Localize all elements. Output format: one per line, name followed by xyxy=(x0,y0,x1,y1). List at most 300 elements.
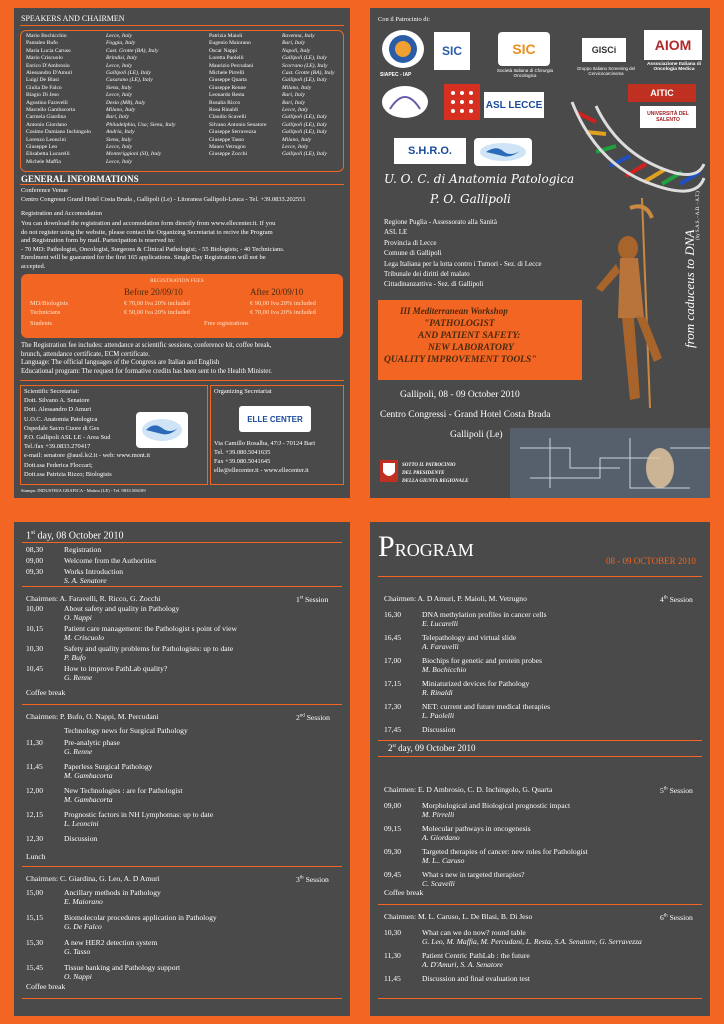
program-talk-title: Works Introduction xyxy=(64,567,124,576)
scientific-secretariat-line: P.O. Gallipoli ASL LE - Area Sud xyxy=(24,434,111,441)
registration-line: - 70 MD: Pathologist, Oncologist, Surgeons & Clinical Pathologist; - 55 Biologists; - 40 Technicians. xyxy=(21,245,285,253)
sponsor-item: Lega Italiana per la lotta contro i Tumori - Sez. di Lecce xyxy=(384,259,542,268)
divider xyxy=(22,586,342,587)
top-left-panel xyxy=(14,8,350,498)
coffee-break: Coffee break xyxy=(384,888,424,897)
chairman-name: Luigi De Blasi xyxy=(26,77,59,84)
patrocinio-label: Con il Patrocinio di: xyxy=(378,16,431,23)
circuit-board-illustration xyxy=(510,408,710,498)
session-word: Session xyxy=(667,786,693,795)
program-speaker: A. D'Amuri, S. A. Senatore xyxy=(422,960,503,969)
session-sup: th xyxy=(663,913,668,919)
scientific-secretariat-line: Scientific Secretariat: xyxy=(24,388,80,395)
program-talk-title: Safety and quality problems for Pathologists: up to date xyxy=(64,644,234,653)
chairman-city: Gallipoli (LE), Italy xyxy=(106,70,151,76)
session-num: 2 xyxy=(296,713,300,722)
scientific-secretariat-line: e-mail: senatore @ausl.le2.it - web: www.mont.it xyxy=(24,452,150,460)
program-talk-title: Pre-analytic phase xyxy=(64,738,120,747)
chairman-name: Maria Lucia Caruso xyxy=(26,47,71,54)
session-label xyxy=(660,913,693,922)
program-speaker: O. Nappi xyxy=(64,972,92,981)
patronage-line-1: SOTTO IL PATROCINIO xyxy=(402,463,456,468)
session-sup: th xyxy=(663,786,668,792)
dots-icon xyxy=(447,87,477,117)
map-icon xyxy=(140,416,184,444)
program-talk-title: Welcome from the Authorities xyxy=(64,556,156,565)
chairman-name: Carmela Giardina xyxy=(26,114,66,121)
chairman-city: Brindisi, Italy xyxy=(106,55,138,62)
registration-line: do not register using the website, please contact the Organizing Secretariat to recive the Program xyxy=(21,228,273,236)
divider xyxy=(22,866,342,867)
program-speaker: M. Criscuolo xyxy=(64,633,105,642)
chairman-city: Gallipoli (LE), Italy xyxy=(282,121,327,128)
chairman-city: Milano, Italy xyxy=(106,107,136,113)
siapec-logo xyxy=(382,30,424,68)
chairman-city: Gallipoli (LE), Italy xyxy=(282,77,327,84)
day1-title xyxy=(26,530,124,541)
chairman-city: Milano, Italy xyxy=(282,84,312,91)
program-time: 09,00 xyxy=(384,801,402,810)
program-time: 16,45 xyxy=(384,633,402,642)
chairman-city: Milano, Italy xyxy=(282,136,312,143)
divider xyxy=(20,25,344,26)
fee-note-line: brunch, attendance certificate, ECM certificate. xyxy=(21,350,150,358)
divider xyxy=(378,998,702,999)
program-talk-title: Patient Centric PathLab : the future xyxy=(422,951,530,960)
chairman-city: Ravenna, Italy xyxy=(282,33,315,39)
patronage-line-3: DELLA GIUNTA REGIONALE xyxy=(402,479,469,484)
program-speaker: A. Giordano xyxy=(422,833,460,842)
fee-before-value: € 50,00 Iva 20% included xyxy=(124,309,190,316)
program-time: 09,30 xyxy=(26,567,44,576)
day2-title-text: day, 09 October 2010 xyxy=(395,743,476,753)
registration-label: Registration and Accomodation xyxy=(21,210,102,217)
program-talk-title: Targeted therapies of cancer: new roles for Pathologist xyxy=(422,847,588,856)
uoc-title: U. O. C. di Anatomia Patologica xyxy=(384,172,575,186)
program-speaker: E. Lucarelli xyxy=(422,619,458,628)
program-speaker: M. Gambacorta xyxy=(64,795,113,804)
chairman-name: Oscar Nappi xyxy=(209,47,238,54)
aiom-logo: AIOM xyxy=(644,30,702,60)
session-sup: th xyxy=(299,875,304,881)
elle-center-logo: ELLE CENTER xyxy=(239,406,311,432)
program-speaker: M. Bochicchio xyxy=(422,665,467,674)
event-dates: Gallipoli, 08 - 09 October 2010 xyxy=(400,390,520,400)
chairman-city: Lecce, Italy xyxy=(106,62,133,69)
sponsor-item: Regione Puglia - Assessorato alla Sanità xyxy=(384,218,497,226)
venue-label: Conference Venue xyxy=(21,187,68,194)
sponsor-item: Cittadinanzattiva - Sez. di Gallipoli xyxy=(384,280,484,289)
event-city: Gallipoli (Le) xyxy=(450,430,503,440)
program-title xyxy=(378,530,474,564)
fees-after: After 20/09/10 xyxy=(250,287,304,297)
day2-title-sup: st xyxy=(392,744,396,749)
registration-line: You can download the registration and accomodation form directly from www.ellecenter.it. If you xyxy=(21,220,276,227)
chairman-city: Foggia, Italy xyxy=(106,40,136,47)
unisalento-logo: UNIVERSITÀ DEL SALENTO xyxy=(640,106,696,128)
po-title: P. O. Gallipoli xyxy=(430,192,511,206)
day1-title-sup: st xyxy=(31,530,36,536)
divider xyxy=(22,542,342,543)
program-time: 09,30 xyxy=(384,847,402,856)
program-talk-title: Morphological and Biological prognostic impact xyxy=(422,801,571,810)
program-time: 11,45 xyxy=(384,974,401,983)
event-venue: Centro Congressi - Grand Hotel Costa Brada xyxy=(380,410,551,420)
program-time: 12,00 xyxy=(26,786,44,795)
mont-logo xyxy=(136,412,188,448)
workshop-line-4: NEW LABORATORY xyxy=(428,343,514,353)
session-sup: nd xyxy=(299,713,305,719)
session-num: 6 xyxy=(660,913,664,922)
sponsor-item: ASL LE xyxy=(384,228,408,237)
program-speaker: M. Pirrelli xyxy=(422,810,455,819)
chairmen-title: SPEAKERS AND CHAIRMEN xyxy=(21,14,125,23)
program-speaker: S. A. Senatore xyxy=(64,576,107,585)
session-chairmen: Chairmen: P. Bufo, O. Nappi, M. Percudani xyxy=(26,712,159,721)
program-time: 10,30 xyxy=(384,928,402,937)
chairman-name: Mario Criscuolo xyxy=(26,55,63,62)
chairman-name: Giuseppe Serravezza xyxy=(209,129,257,136)
scientific-secretariat-line: Dott. Silvano A. Senatore xyxy=(24,397,90,405)
fee-before-value: € 70,00 Iva 20% included xyxy=(124,300,190,307)
program-speaker: G. De Falco xyxy=(64,922,102,931)
chairman-name: Michele Maffia xyxy=(26,158,61,165)
registration-line: and Registration form by mail. Partecipation is reserved to: xyxy=(21,237,175,245)
chairman-name: Leonardo Resta xyxy=(209,92,245,99)
chairman-name: Claudio Scavelli xyxy=(209,114,247,121)
chairman-name: Mario Bochicchio xyxy=(26,33,67,39)
program-talk-title: Prognostic factors in NH Lymphomas: up to date xyxy=(64,810,214,819)
divider xyxy=(22,704,342,705)
session-label xyxy=(296,875,329,884)
coffee-break: Coffee break xyxy=(26,982,66,991)
program-speaker: G. Leo, M. Maffia, M. Percudani, L. Resta, S.A. Senatore, G. Serravezza xyxy=(422,937,642,946)
session-chairmen: Chairmen: A. Faravelli, R. Ricco, G. Zocchi xyxy=(26,594,161,603)
chairman-name: Mauro Vetrugno xyxy=(209,144,246,150)
chairman-city: Philadelphia, Usa; Siena, Italy xyxy=(106,121,176,128)
chairman-city: Lecce, Italy xyxy=(106,158,133,165)
program-speaker: M. Gambacorta xyxy=(64,771,113,780)
session-word: Session xyxy=(304,713,330,722)
program-talk-title: NET: current and future medical therapies xyxy=(422,702,551,711)
program-time: 09,15 xyxy=(384,824,402,833)
chairman-name: Antonio Giordano xyxy=(26,121,67,128)
chairman-city: Gallipoli (LE), Italy xyxy=(282,55,327,62)
program-talk-title: Miniaturized devices for Pathology xyxy=(422,679,530,688)
program-time: 15,30 xyxy=(26,938,44,947)
organizing-secretariat-line: Tel. +39.080.5041635 xyxy=(214,449,271,456)
scientific-secretariat-line: Dott.ssa Federica Floccari; xyxy=(24,461,93,469)
fees-title: REGISTRATION FEES xyxy=(150,278,204,284)
program-talk-title: Biochips for genetic and protein probes xyxy=(422,656,542,665)
chairman-city: Cast. Grotte (BA), Italy xyxy=(106,47,159,54)
day1-title-num: 1 xyxy=(26,530,31,542)
divider xyxy=(378,904,702,905)
chairman-city: Lecce, Italy xyxy=(106,144,133,150)
program-talk-title: Paperless Surgical Pathology xyxy=(64,762,153,771)
chairman-name: Eugenio Maiorano xyxy=(209,40,251,47)
chairman-name: Marcello Gambacorta xyxy=(26,107,75,113)
chairman-city: Lecce, Italy xyxy=(282,107,309,113)
chairman-city: Desio (MB), Italy xyxy=(106,99,146,106)
program-talk-title: Molecular pathways in oncogenesis xyxy=(422,824,531,833)
program-talk-title: What s new in targeted therapies? xyxy=(422,870,525,879)
lunch-break: Lunch xyxy=(26,852,46,861)
chairman-name: Biagio Di Jeso xyxy=(26,92,59,99)
fee-note-line: The Registration fee includes: attendance at scientific sessions, conference kit, coffee break, xyxy=(21,342,272,349)
program-time: 10,45 xyxy=(26,664,44,673)
coffee-break: Coffee break xyxy=(26,688,66,697)
chairman-city: Scorrano (LE), Italy xyxy=(282,62,328,69)
workshop-line-1: III Mediterranean Workshop xyxy=(400,306,508,316)
caduceus-credit: (by S.A.S. - A.D. - A.T.) xyxy=(696,191,701,240)
scientific-secretariat-line: U.O.C. Anatomia Patologica xyxy=(24,415,98,423)
swirl-icon xyxy=(386,89,424,115)
divider xyxy=(378,576,702,577)
chairman-city: Napoli, Italy xyxy=(282,47,311,54)
divider xyxy=(20,380,344,381)
session-sup: th xyxy=(663,595,668,601)
caduceus-tagline: from caduceus to DNA xyxy=(682,229,697,348)
program-talk-title: Telepathology and virtual slide xyxy=(422,633,517,642)
chairman-city: Lecce, Italy xyxy=(282,144,309,150)
venue-text: Centro Congressi Grand Hotel Costa Brada , Gallipoli (Le) - Litoranea Gallipoli-Leuca - Tel. +39.0833.202551 xyxy=(21,196,306,203)
session-chairmen: Chairmen: A. D Amuri, P. Maioli, M. Vetrugno xyxy=(384,594,527,603)
session-theme: Technology news for Surgical Pathology xyxy=(64,726,188,735)
chairman-name: Rosa Rinaldi xyxy=(209,107,239,113)
organizing-secretariat-line: Via Camillo Rosalba, 47/J - 70124 Bari xyxy=(214,440,315,447)
session-sup: st xyxy=(299,595,304,601)
chairman-city: Bari, Italy xyxy=(282,40,305,47)
session-num: 5 xyxy=(660,786,664,795)
fee-note-line: Educational program: The request for formative credits has been sent to the Health Minister. xyxy=(21,367,272,375)
chairman-name: Patrizia Maioli xyxy=(209,33,243,39)
session-word: Session xyxy=(667,913,693,922)
program-speaker: G. Renne xyxy=(64,747,93,756)
program-time: 17,15 xyxy=(384,679,402,688)
shro-logo: S.H.R.O. xyxy=(394,138,466,164)
asl-lecce-logo: ASL LECCE xyxy=(484,92,544,118)
grid-logo xyxy=(444,84,480,120)
chairman-name: Giulia De Falco xyxy=(26,84,62,91)
program-talk-title: What can we do now? round table xyxy=(422,928,526,937)
program-date-range: 08 - 09 OCTOBER 2010 xyxy=(606,556,696,566)
session-label xyxy=(296,595,328,604)
workshop-line-5: QUALITY IMPROVEMENT TOOLS" xyxy=(384,355,537,365)
organizing-secretariat-line: elle@ellecenter.it - www.ellecenter.it xyxy=(214,467,309,474)
sico-logo: SIC xyxy=(498,32,550,66)
session-label xyxy=(296,713,330,722)
organizing-secretariat-title: Organizing Secretariat xyxy=(214,388,272,395)
divider xyxy=(20,184,344,185)
program-talk-title: New Technologies : are for Pathologist xyxy=(64,786,183,795)
session-label xyxy=(660,595,693,604)
aiom-label: Associazione Italiana di Oncologia Medica xyxy=(646,62,702,72)
chairman-city: Gallipoli (LE), Italy xyxy=(282,114,327,121)
chairman-city: Cast. Grotte (BA), Italy xyxy=(282,70,335,76)
chairman-name: Giuseppe Quarta xyxy=(209,77,247,84)
chairman-name: Silvano Antonio Senatore xyxy=(209,121,267,128)
chairman-name: Giuseppe Leo xyxy=(26,144,58,150)
workshop-line-2: "PATHOLOGIST xyxy=(424,319,495,329)
program-speaker: O. Nappi xyxy=(64,613,92,622)
scientific-secretariat-line: Ospedale Sacro Cuore di Ges xyxy=(24,424,100,432)
program-speaker: A. Faravelli xyxy=(422,642,459,651)
program-talk-title: How to improve PathLab quality? xyxy=(64,664,168,673)
siog-logo xyxy=(382,86,428,118)
chairman-city: Andria, Italy xyxy=(106,129,135,136)
program-time: 17,45 xyxy=(384,725,402,734)
program-speaker: E. Maiorano xyxy=(64,897,103,906)
program-time: 08,30 xyxy=(26,545,44,554)
chairman-city: Bari, Italy xyxy=(282,99,305,106)
sico-label: Società Italiana di Chirurgia Oncologica xyxy=(496,68,554,78)
program-talk-title: Biomolecolar procedures application in Pathology xyxy=(64,913,217,922)
chairman-name: Giuseppe Zocchi xyxy=(209,151,248,158)
crest-icon xyxy=(382,462,396,480)
day2-title-num: 2 xyxy=(388,743,393,753)
program-talk-title: DNA methylation profiles in cancer cells xyxy=(422,610,547,619)
program-talk-title: Discussion xyxy=(422,725,456,734)
program-time: 11,30 xyxy=(26,738,43,747)
fee-category: Technicians xyxy=(30,309,61,316)
program-talk-title: Tissue banking and Pathology support xyxy=(64,963,181,972)
organizing-secretariat-line: Fax +39.080.5041645 xyxy=(214,458,271,465)
print-credit: Stampa: INDUSTRIA GRAFICA - Matino (LE) - Tel. 0833.506189 xyxy=(21,488,146,493)
program-time: 12,15 xyxy=(26,810,44,819)
program-time: 10,15 xyxy=(26,624,44,633)
divider xyxy=(378,756,702,757)
aitic-logo: AITIC xyxy=(628,84,696,102)
program-time: 17,00 xyxy=(384,656,402,665)
chairman-name: Giuseppe Renne xyxy=(209,84,246,91)
program-talk-title: About safety and quality in Pathology xyxy=(64,604,180,613)
program-time: 11,30 xyxy=(384,951,401,960)
gisci-logo: GISCi xyxy=(582,38,626,62)
italy-map-logo xyxy=(474,138,532,166)
program-time: 09,45 xyxy=(384,870,402,879)
chairman-city: Monteriggioni (SI), Italy xyxy=(106,151,162,158)
program-time: 15,00 xyxy=(26,888,44,897)
chairman-city: Bari, Italy xyxy=(282,92,305,99)
map-icon xyxy=(478,141,528,163)
chairman-name: Alessandro D'Amuri xyxy=(26,70,73,76)
chairman-name: Michele Pirrelli xyxy=(209,70,245,76)
program-title-initial: P xyxy=(378,530,395,563)
program-speaker: M. L.. Caruso xyxy=(422,856,465,865)
chairman-city: Lecce, Italy xyxy=(106,33,133,39)
program-time: 10,00 xyxy=(26,604,44,613)
session-word: Session xyxy=(667,595,693,604)
session-num: 1 xyxy=(296,595,300,604)
chairman-name: Rosalia Ricco xyxy=(209,99,241,106)
siapec-label: SIAPEC - IAP xyxy=(380,72,412,78)
program-speaker: C. Scavelli xyxy=(422,879,455,888)
session-chairmen: Chairmen: E. D Ambrosio, C. D. Inchingolo, G. Quarta xyxy=(384,785,553,794)
regione-puglia-crest xyxy=(380,460,398,482)
chairman-name: Loretta Paolelli xyxy=(209,55,244,62)
day1-title-text: day, 08 October 2010 xyxy=(35,530,124,542)
fees-before: Before 20/09/10 xyxy=(124,287,183,297)
scientific-secretariat-line: Dott. Alessandro D Amuri xyxy=(24,406,92,414)
fee-category: MD/Biologists xyxy=(30,300,68,307)
program-day1-panel xyxy=(14,522,350,1016)
chairman-city: Siena, Italy xyxy=(106,84,132,91)
fee-after-value: € 90,00 Iva 20% included xyxy=(250,300,316,307)
chairman-city: Bari, Italy xyxy=(106,114,129,121)
divider xyxy=(22,998,342,999)
divider xyxy=(378,740,702,741)
session-chairmen: Chairmen: M. L. Caruso, L. De Blasi, B. Di Jeso xyxy=(384,912,533,921)
fees-students: Students xyxy=(30,320,53,327)
chairman-city: Casarano (LE), Italy xyxy=(106,77,153,84)
registration-line: Enrolment will be guaranted for the first 165 applications. Single Day Registration will not be xyxy=(21,254,266,262)
globe-icon xyxy=(385,33,421,65)
program-time: 12,30 xyxy=(26,834,44,843)
program-time: 10,30 xyxy=(26,644,44,653)
program-title-rest: ROGRAM xyxy=(394,540,474,560)
chairman-name: Maurizio Percudani xyxy=(209,62,254,69)
workshop-line-3: AND PATIENT SAFETY: xyxy=(418,331,521,341)
top-right-panel xyxy=(370,8,710,498)
chairman-name: Agostino Faravelli xyxy=(26,99,68,106)
gisci-label: Gruppo Italiano Screening del Cervicocarcinoma xyxy=(576,66,636,76)
sponsor-item: Tribunale dei diritti del malato xyxy=(384,270,470,278)
patronage-line-2: DEL PRESIDENTE xyxy=(402,471,445,476)
program-time: 09,00 xyxy=(26,556,44,565)
program-speaker: R. Rinaldi xyxy=(422,688,453,697)
chairman-city: Gallipoli (LE), Italy xyxy=(282,151,327,158)
session-chairmen: Chairmen: C. Giardina, G. Leo, A. D Amuri xyxy=(26,874,160,883)
chairman-city: Gallipoli (LE), Italy xyxy=(282,129,327,136)
chairman-name: Enrico D'Ambrosio xyxy=(26,62,70,69)
program-time: 11,45 xyxy=(26,762,43,771)
fees-students-value: Free registrations xyxy=(204,320,249,327)
sponsor-item: Comune di Gallipoli xyxy=(384,249,442,258)
session-label xyxy=(660,786,693,795)
session-word: Session xyxy=(303,595,329,604)
program-talk-title: Patient care management: the Pathologist s point of view xyxy=(64,624,237,633)
program-time: 15,45 xyxy=(26,963,44,972)
program-talk-title: Discussion and final evaluation test xyxy=(422,974,530,983)
program-speaker: P. Bufo xyxy=(64,653,86,662)
program-talk-title: A new HER2 detection system xyxy=(64,938,158,947)
program-speaker: L. Paolelli xyxy=(422,711,455,720)
session-word: Session xyxy=(303,875,329,884)
chairman-name: Elisabetta Lucarelli xyxy=(26,151,70,158)
fee-after-value: € 70,00 Iva 20% included xyxy=(250,309,316,316)
registration-line: accepted. xyxy=(21,263,46,270)
scientific-secretariat-line: Tel./fax +39.0833.270417 xyxy=(24,443,91,451)
chairman-name: Cosimo Damiano Inchingolo xyxy=(26,129,91,136)
program-time: 15,15 xyxy=(26,913,44,922)
scientific-secretariat-line: Dott.ssa Patrizia Rizzo; Biologists xyxy=(24,470,112,478)
sic-logo: SIC xyxy=(434,32,470,70)
program-right-panel xyxy=(370,522,710,1016)
fee-note-line: Language: The official languages of the Congress are Italian and English xyxy=(21,359,220,367)
program-time: 16,30 xyxy=(384,610,402,619)
chairman-name: Lorenzo Leoncini xyxy=(26,136,66,143)
chairman-city: Siena, Italy xyxy=(106,136,132,143)
program-time: 17,30 xyxy=(384,702,402,711)
program-speaker: L. Leoncini xyxy=(64,819,99,828)
chairman-name: Pantaleo Bufo xyxy=(26,40,58,47)
program-talk-title: Registration xyxy=(64,545,102,554)
program-speaker: G. Tasso xyxy=(64,947,91,956)
day2-title xyxy=(388,743,476,753)
program-talk-title: Ancillary methods in Pathology xyxy=(64,888,161,897)
sponsor-item: Provincia di Lecce xyxy=(384,238,437,247)
